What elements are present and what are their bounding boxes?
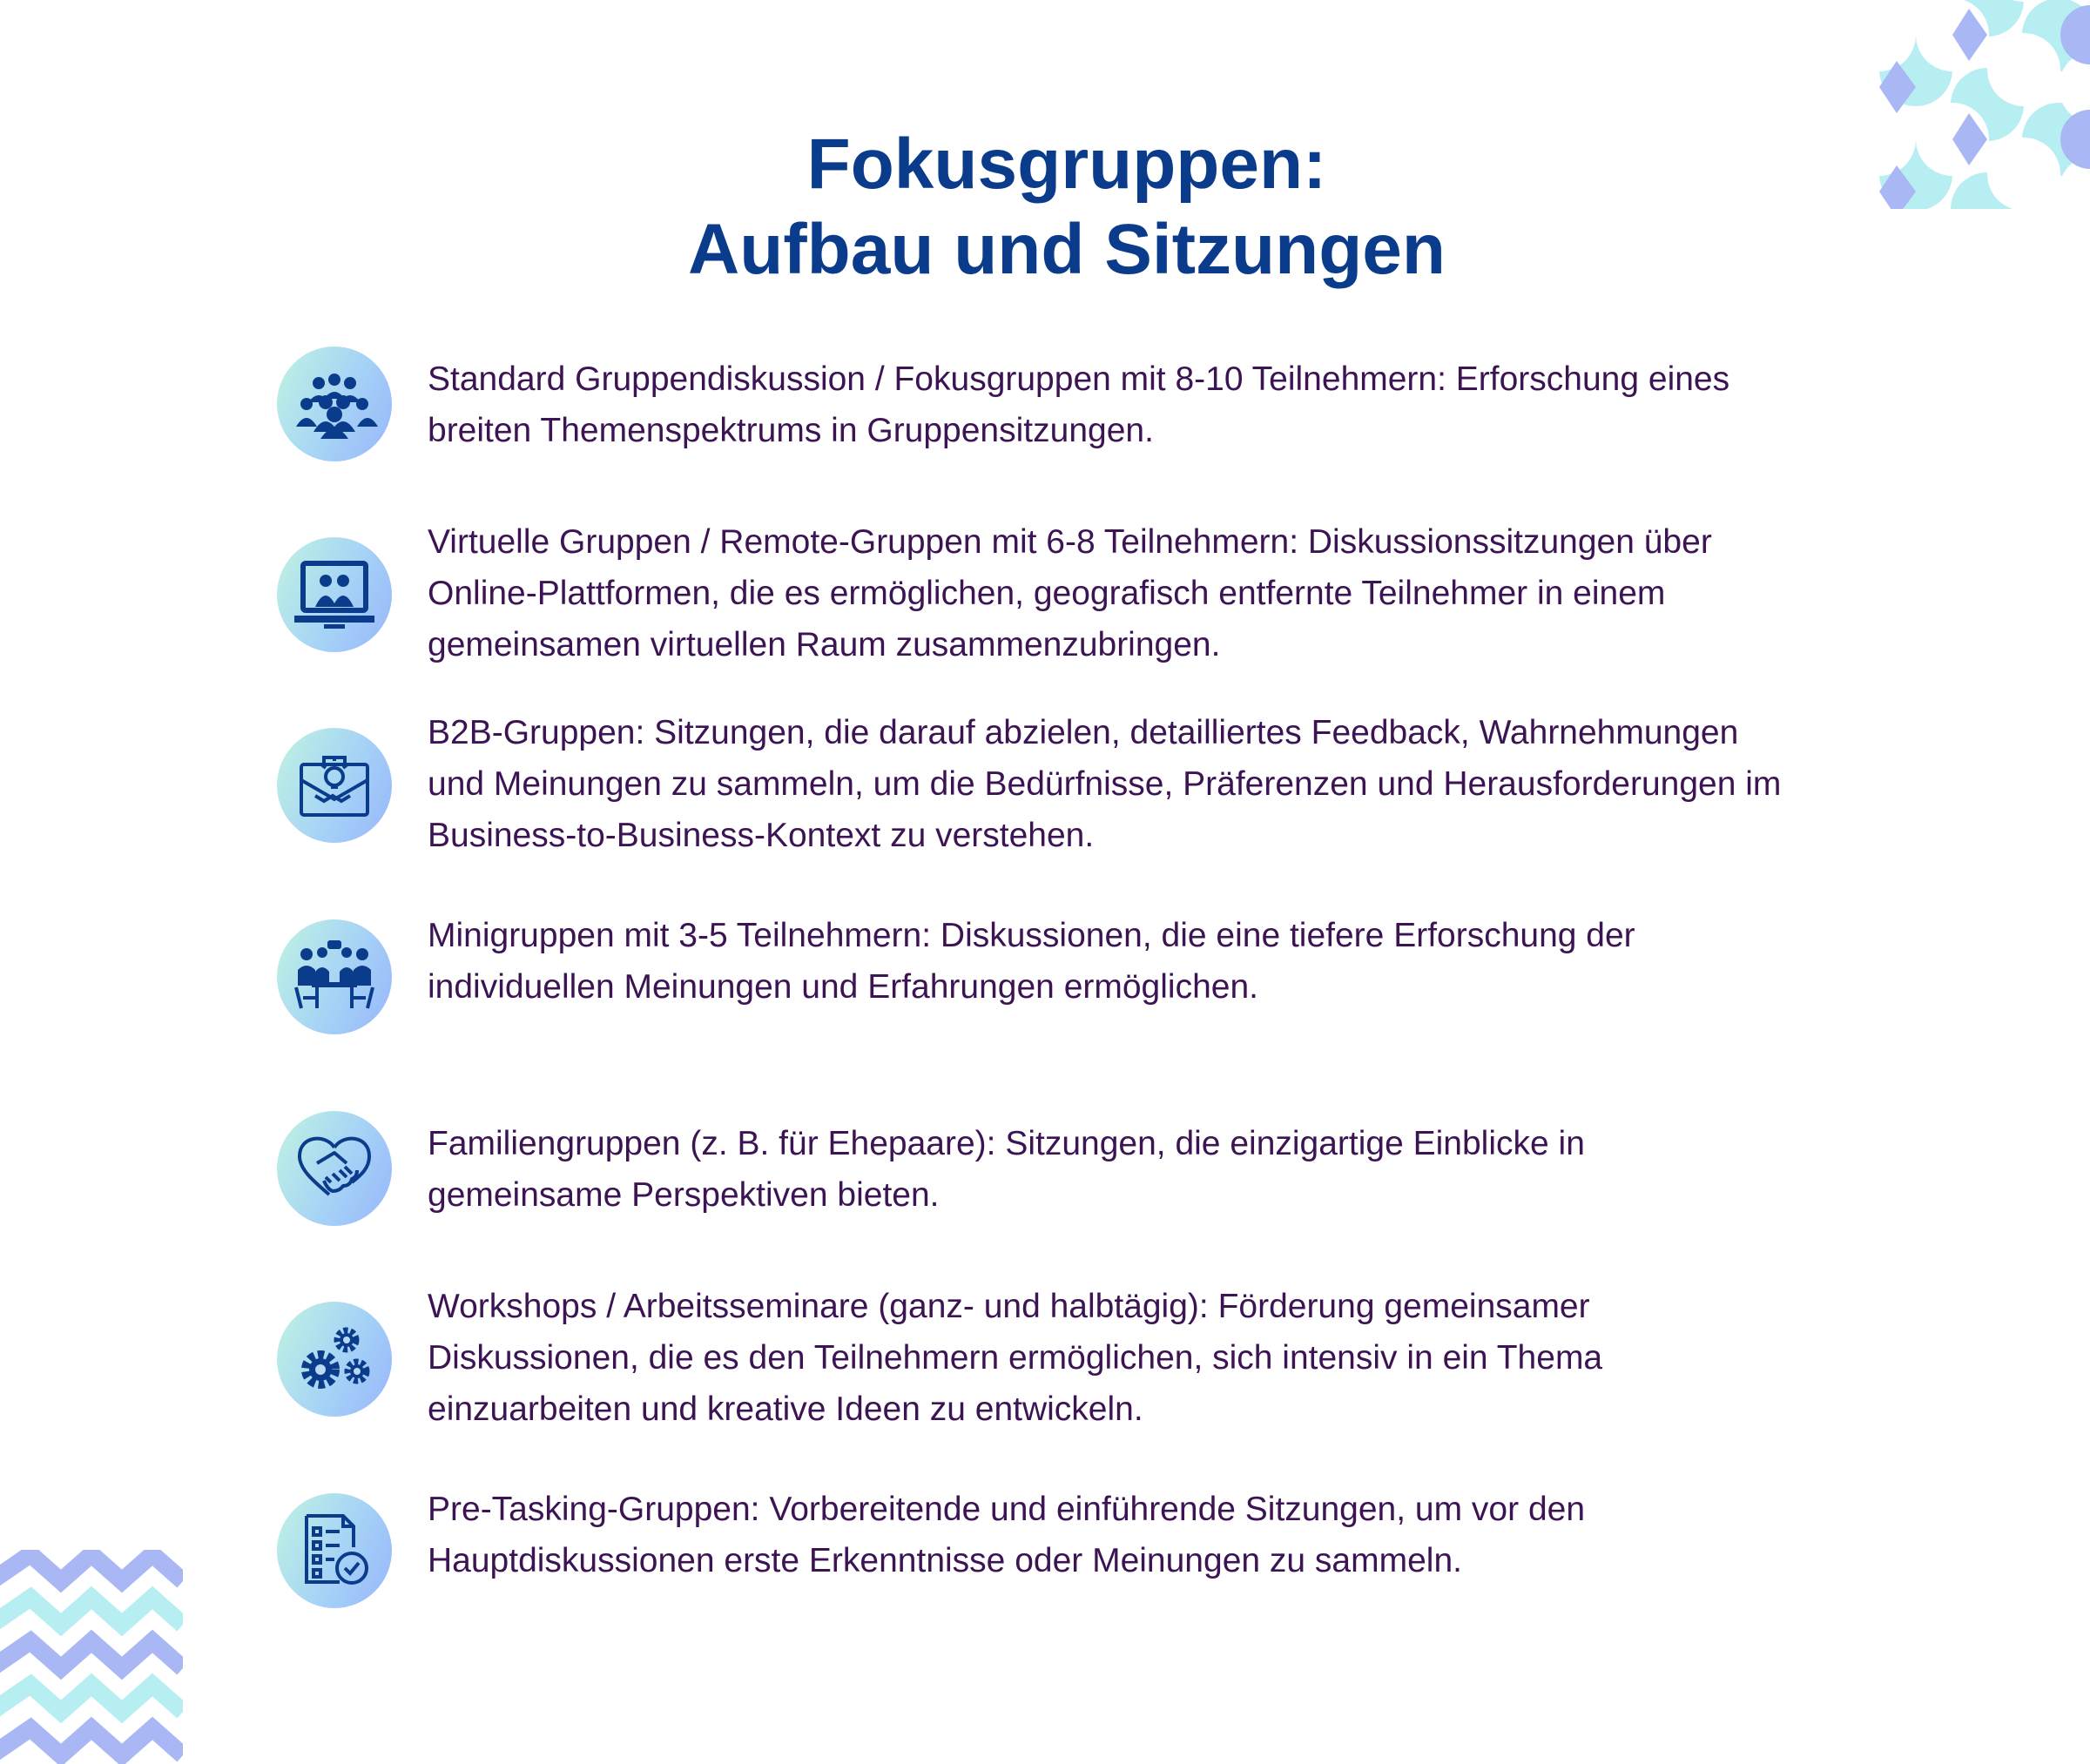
list-item-text: Pre-Tasking-Gruppen: Vorbereitende und einführende Sitzungen, um vor den Hauptdiskussionen erste Erkenntnisse oder Meinungen zu sammeln.	[428, 1491, 1586, 1579]
heart-handshake-icon	[277, 1111, 392, 1226]
people-group-icon	[277, 347, 392, 461]
video-call-icon	[277, 537, 392, 652]
business-briefcase-icon	[277, 728, 392, 843]
list-item-text: B2B-Gruppen: Sitzungen, die darauf abzielen, detailliertes Feedback, Wahrnehmungen und Meinungen zu sammeln, um die Bedürfnisse, Präferenzen und Herausforderungen im Business-to-Business-Kontext zu verstehen.	[428, 714, 1782, 854]
gears-icon	[277, 1302, 392, 1417]
decorative-pattern-bottom-left	[0, 1550, 183, 1764]
meeting-table-icon	[277, 919, 392, 1034]
checklist-icon	[277, 1493, 392, 1608]
page-title	[0, 122, 2090, 293]
list-item-text: Virtuelle Gruppen / Remote-Gruppen mit 6-8 Teilnehmern: Diskussionssitzungen über Online-Plattformen, die es ermöglichen, geografisch entfernte Teilnehmer in einem gemeinsamen virtuellen Raum zusammenzubringen.	[428, 523, 1712, 663]
list-item-text: Standard Gruppendiskussion / Fokusgruppen mit 8-10 Teilnehmern: Erforschung eines breiten Themenspektrums in Gruppensitzungen.	[428, 360, 1730, 449]
list-item-text: Workshops / Arbeitsseminare (ganz- und halbtägig): Förderung gemeinsamer Diskussionen, die es den Teilnehmern ermöglichen, sich intensiv in ein Thema einzuarbeiten und kreative Ideen zu entwickeln.	[428, 1288, 1603, 1428]
list-item-text: Familiengruppen (z. B. für Ehepaare): Sitzungen, die einzigartige Einblicke in gemeinsame Perspektiven bieten.	[428, 1125, 1585, 1214]
list-item-text: Minigruppen mit 3-5 Teilnehmern: Diskussionen, die eine tiefere Erforschung der individuellen Meinungen und Erfahrungen ermöglichen.	[428, 917, 1635, 1006]
page-title-line-2: Aufbau und Sitzungen	[688, 210, 1446, 289]
page-title-line-1: Fokusgruppen:	[806, 125, 1327, 204]
